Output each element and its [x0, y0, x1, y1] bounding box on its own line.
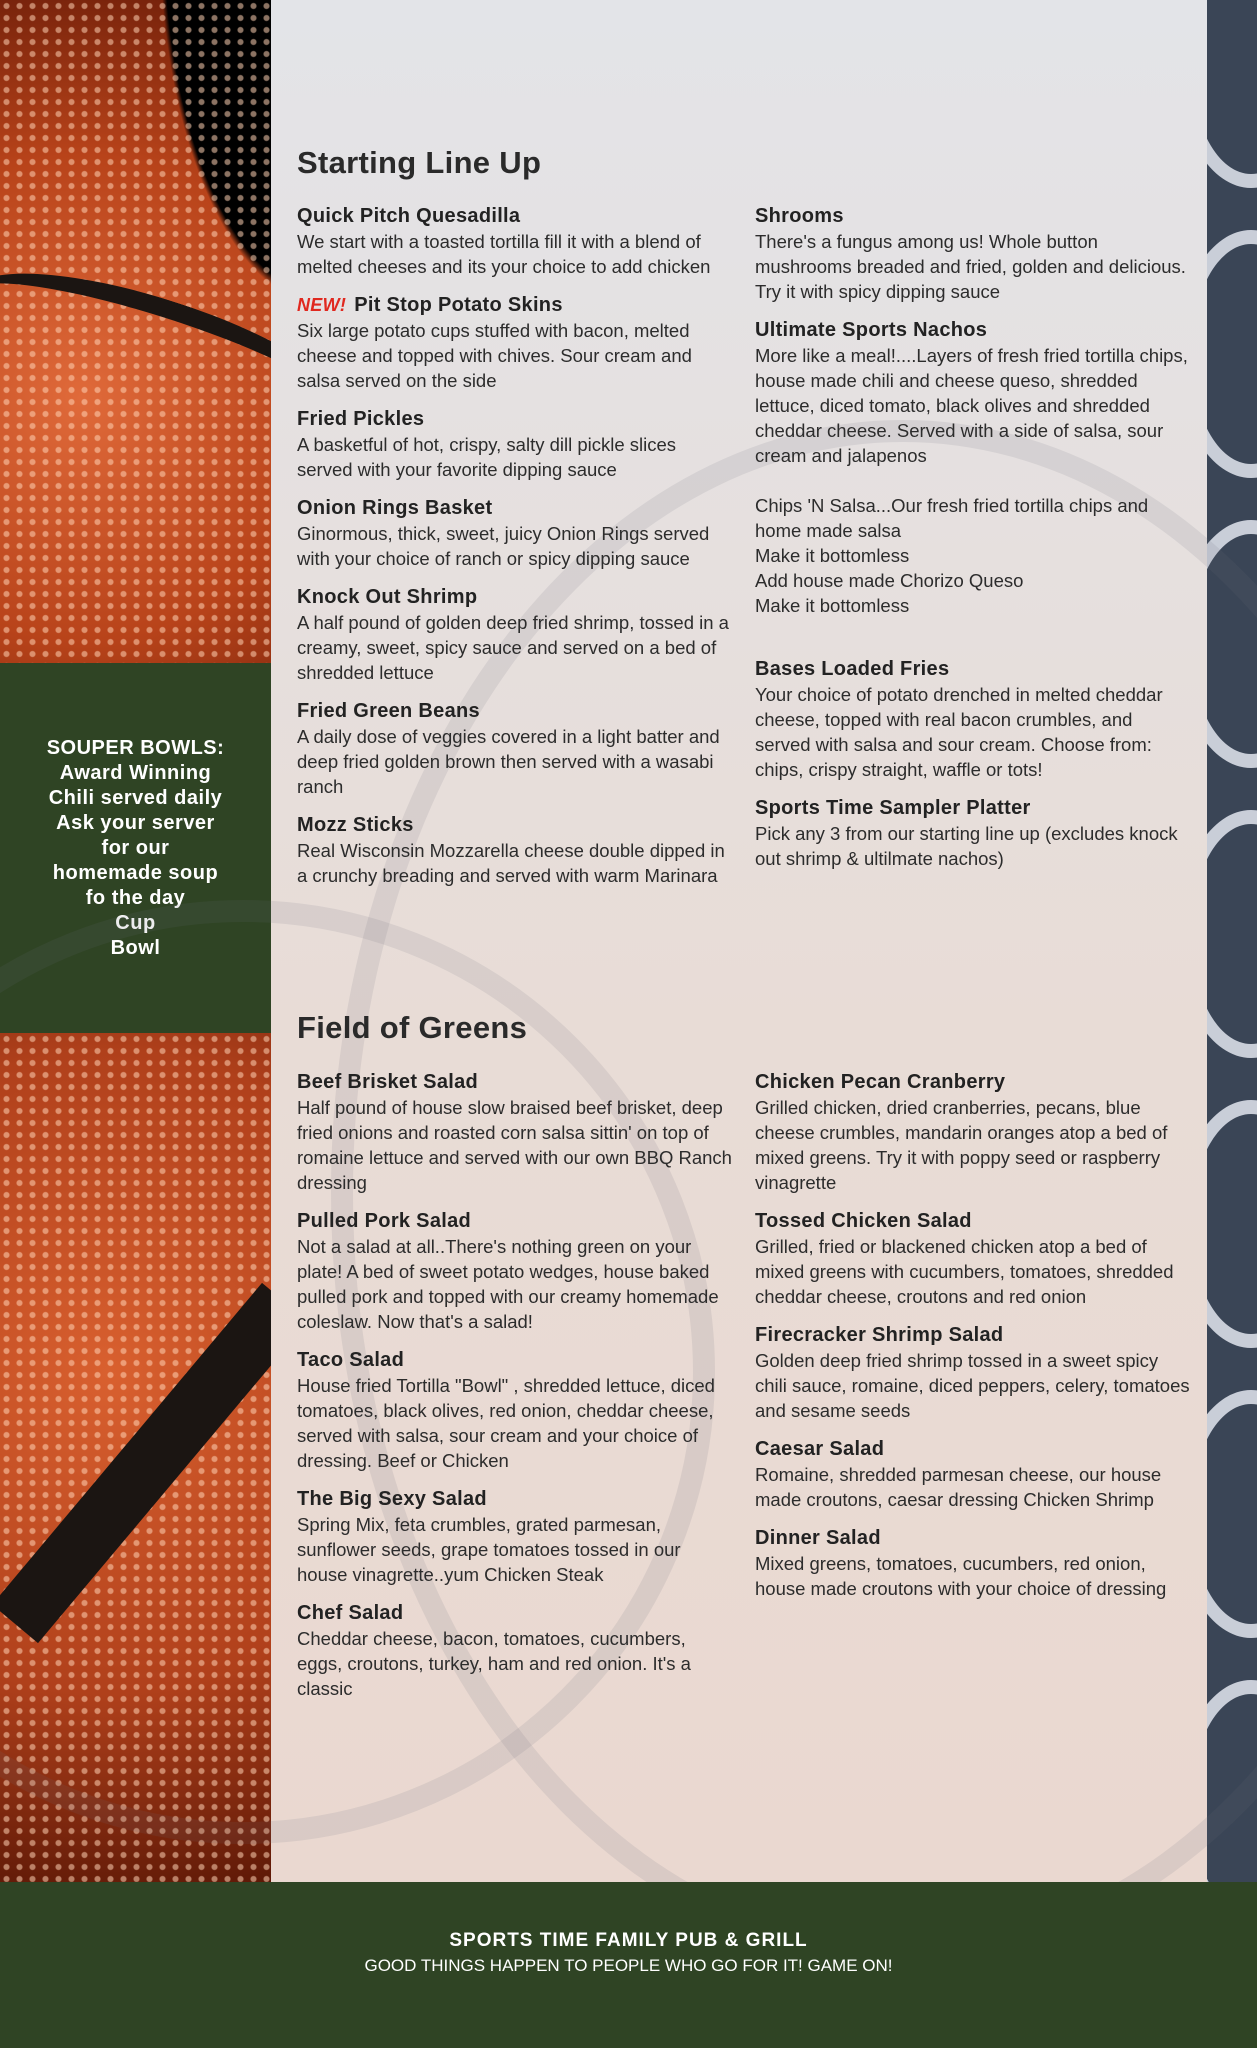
item-description: Romaine, shredded parmesan cheese, our house made croutons, caesar dressing Chicken Shrimp [755, 1464, 1162, 1510]
menu-item-tossed-chicken-salad [755, 1209, 1190, 1309]
item-name [755, 204, 1190, 229]
item-description: Grilled, fried or blackened chicken atop a bed of mixed greens with cucumbers, tomatoes, shredded cheddar cheese, croutons and red onion [755, 1236, 1174, 1307]
item-name [755, 1209, 1190, 1234]
item-name [755, 1323, 1190, 1348]
soup-line: Chili served daily [48, 786, 223, 809]
item-title: Dinner Salad [755, 1527, 881, 1549]
item-name [297, 585, 732, 610]
basketball-image-top [0, 0, 271, 663]
chips-line: Make it bottomless [755, 545, 910, 566]
menu-item-chef-salad [297, 1601, 732, 1701]
soup-line: Award Winning [59, 761, 212, 784]
soup-line: homemade soup [52, 861, 219, 884]
item-description: Your choice of potato drenched in melted cheddar cheese, topped with real bacon crumbles, and served with salsa and sour cream. Choose from: chips, crispy straight, waffle or tots! [755, 684, 1163, 780]
item-title: Chicken Pecan Cranberry [755, 1071, 1006, 1093]
menu-item-chicken-pecan-cranberry [755, 1070, 1190, 1195]
footer [0, 1882, 1257, 2048]
menu-item-taco-salad [297, 1348, 732, 1473]
item-name [755, 318, 1190, 343]
item-name [297, 1209, 732, 1234]
menu-item-beef-brisket-salad [297, 1070, 732, 1195]
item-description: Six large potato cups stuffed with bacon, melted cheese and topped with chives. Sour cream and salsa served on the side [297, 320, 692, 391]
menu-item-dinner-salad [755, 1526, 1190, 1601]
menu-item-onion-rings-basket [297, 496, 732, 571]
item-description: Mixed greens, tomatoes, cucumbers, red onion, house made croutons with your choice of dressing [755, 1553, 1167, 1599]
item-title: Fried Pickles [297, 408, 425, 430]
section-title-starting-line-up: Starting Line Up [297, 145, 542, 180]
menu-item-the-big-sexy-salad [297, 1487, 732, 1587]
item-description: A basketful of hot, crispy, salty dill pickle slices served with your favorite dipping sauce [297, 434, 677, 480]
item-name [297, 407, 732, 432]
item-name [297, 204, 732, 229]
menu-item-ultimate-sports-nachos [755, 318, 1190, 468]
item-description: Half pound of house slow braised beef brisket, deep fried onions and roasted corn salsa sittin' on top of romaine lettuce and served with our own BBQ Ranch dressing [297, 1097, 732, 1193]
item-description: Cheddar cheese, bacon, tomatoes, cucumbers, eggs, croutons, turkey, ham and red onion. It's a classic [297, 1628, 691, 1699]
item-title: Bases Loaded Fries [755, 658, 950, 680]
menu-item-caesar-salad [755, 1437, 1190, 1512]
chips-n-salsa [755, 493, 1190, 618]
greens-right-column [755, 1070, 1190, 1615]
menu-item-fried-pickles [297, 407, 732, 482]
item-name [297, 699, 732, 724]
item-name [755, 796, 1190, 821]
menu-item-knock-out-shrimp [297, 585, 732, 685]
restaurant-name: SPORTS TIME FAMILY PUB & GRILL [449, 1930, 808, 1951]
item-title: Sports Time Sampler Platter [755, 797, 1031, 819]
item-title: Pulled Pork Salad [297, 1210, 472, 1232]
new-badge: NEW! [297, 295, 347, 315]
soup-line: Cup [115, 911, 156, 934]
soup-line: SOUPER BOWLS: [46, 736, 225, 759]
menu-item-shrooms [755, 204, 1190, 304]
item-name [297, 1348, 732, 1373]
menu-item-bases-loaded-fries [755, 657, 1190, 782]
item-description: Golden deep fried shrimp tossed in a sweet spicy chili sauce, romaine, diced peppers, celery, tomatoes and sesame seeds [755, 1350, 1190, 1421]
menu-item-fried-green-beans [297, 699, 732, 799]
item-name [755, 1526, 1190, 1551]
item-name [755, 1437, 1190, 1462]
starting-left-column [297, 204, 732, 902]
greens-left-column [297, 1070, 732, 1715]
item-description: Real Wisconsin Mozzarella cheese double dipped in a crunchy breading and served with warm Marinara [297, 840, 725, 886]
item-title: Chef Salad [297, 1602, 404, 1624]
item-name [755, 657, 1190, 682]
item-name [755, 1070, 1190, 1095]
item-description: Pick any 3 from our starting line up (excludes knock out shrimp & ultilmate nachos) [755, 823, 1178, 869]
chips-line: Make it bottomless [755, 595, 910, 616]
menu-item-sports-time-sampler-platter [755, 796, 1190, 871]
item-name [297, 293, 732, 318]
item-title: Firecracker Shrimp Salad [755, 1324, 1004, 1346]
item-description: A daily dose of veggies covered in a light batter and deep fried golden brown then served with a wasabi ranch [297, 726, 720, 797]
soup-line: Ask your server [56, 811, 215, 834]
item-name [297, 1070, 732, 1095]
item-name [297, 1487, 732, 1512]
item-title: The Big Sexy Salad [297, 1488, 487, 1510]
soup-line: Bowl [110, 936, 161, 959]
item-title: Onion Rings Basket [297, 497, 493, 519]
menu-item-mozz-sticks [297, 813, 732, 888]
item-title: Tossed Chicken Salad [755, 1210, 972, 1232]
menu-item-pit-stop-potato-skins [297, 293, 732, 393]
section-title-field-of-greens: Field of Greens [297, 1010, 528, 1045]
item-name [297, 496, 732, 521]
soup-line: fo the day [85, 886, 186, 909]
item-description: A half pound of golden deep fried shrimp, tossed in a creamy, sweet, spicy sauce and served on a bed of shredded lettuce [297, 612, 729, 683]
item-description: There's a fungus among us! Whole button mushrooms breaded and fried, golden and delicious. Try it with spicy dipping sauce [755, 231, 1186, 302]
item-title: Shrooms [755, 205, 844, 227]
item-title: Caesar Salad [755, 1438, 885, 1460]
starting-right-column [755, 204, 1190, 885]
soup-line: for our [101, 836, 170, 859]
item-description: Grilled chicken, dried cranberries, pecans, blue cheese crumbles, mandarin oranges atop a bed of mixed greens. Try it with poppy seed or raspberry vinagrette [755, 1097, 1168, 1193]
item-description: More like a meal!....Layers of fresh fried tortilla chips, house made chili and cheese queso, shredded lettuce, diced tomato, black olives and shredded cheddar cheese. Served with a side of salsa, sour cream and jalapenos [755, 345, 1188, 466]
item-title: Taco Salad [297, 1349, 405, 1371]
item-name [297, 1601, 732, 1626]
item-description: House fried Tortilla "Bowl" , shredded lettuce, diced tomatoes, black olives, red onion, cheddar cheese, served with salsa, sour cream and your choice of dressing. Beef or Chicken [297, 1375, 715, 1471]
item-title: Mozz Sticks [297, 814, 414, 836]
item-description: Ginormous, thick, sweet, juicy Onion Rings served with your choice of ranch or spicy dipping sauce [297, 523, 710, 569]
menu-item-quick-pitch-quesadilla [297, 204, 732, 279]
item-description: We start with a toasted tortilla fill it with a blend of melted cheeses and its your choice to add chicken [297, 231, 711, 277]
item-description: Not a salad at all..There's nothing green on your plate! A bed of sweet potato wedges, house baked pulled pork and topped with our creamy homemade coleslaw. Now that's a salad! [297, 1236, 719, 1332]
item-title: Ultimate Sports Nachos [755, 319, 988, 341]
chips-line: Chips 'N Salsa...Our fresh fried tortilla chips and home made salsa [755, 495, 1149, 541]
item-title: Beef Brisket Salad [297, 1071, 479, 1093]
item-description: Spring Mix, feta crumbles, grated parmesan, sunflower seeds, grape tomatoes tossed in our house vinagrette..yum Chicken Steak [297, 1514, 681, 1585]
item-name [297, 813, 732, 838]
item-title: Fried Green Beans [297, 700, 480, 722]
item-title: Knock Out Shrimp [297, 586, 478, 608]
chips-line: Add house made Chorizo Queso [755, 570, 1024, 591]
menu-page [271, 0, 1207, 1882]
item-title: Pit Stop Potato Skins [354, 294, 563, 316]
menu-item-firecracker-shrimp-salad [755, 1323, 1190, 1423]
menu-item-pulled-pork-salad [297, 1209, 732, 1334]
tagline: GOOD THINGS HAPPEN TO PEOPLE WHO GO FOR IT! GAME ON! [364, 1956, 893, 1975]
item-title: Quick Pitch Quesadilla [297, 205, 521, 227]
